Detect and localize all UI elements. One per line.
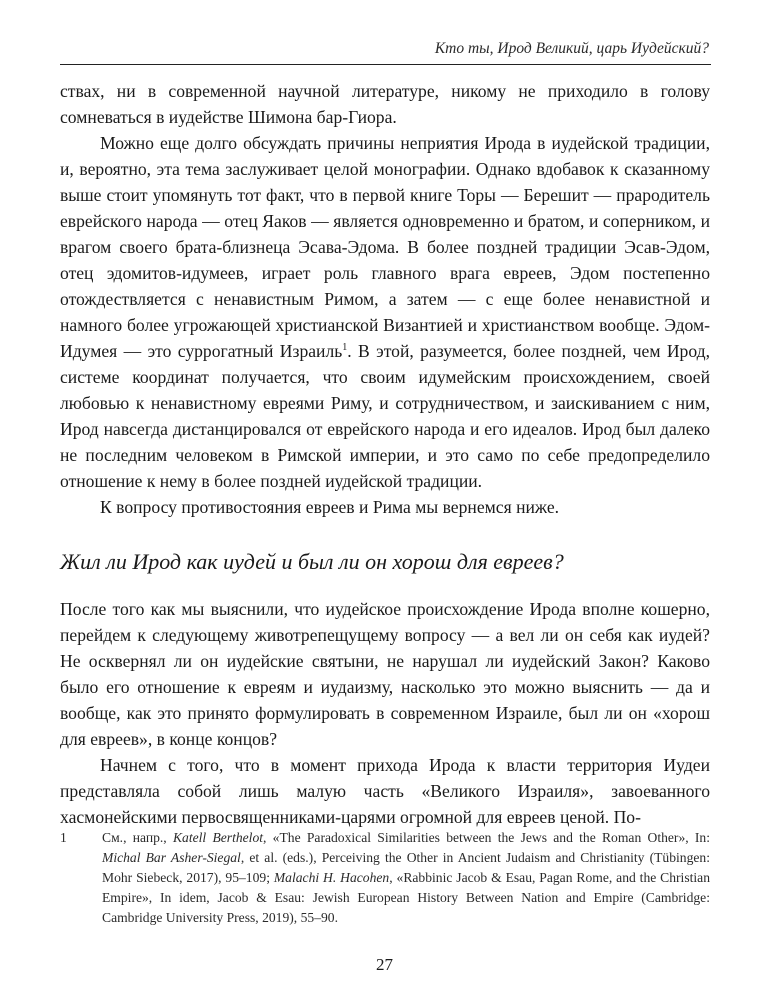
- footnote: [60, 828, 710, 928]
- footnote-text-part: См., напр.,: [102, 830, 173, 845]
- footnote-author: Malachi H. Hacohen: [273, 870, 390, 885]
- paragraph-text: . В этой, разумеется, более поздней, чем Ирод, системе координат получается, что своим идумейским происхождением, своей любовью к ненавистному евреями Риму, и сотрудничеством, и заискиванием с ним, Ирод навсегда дистанцировался от еврейского народа и его идеалов. Ирод был далеко не последним человеком в Римской империи, и это само по себе предопределило отношение к нему в более поздней иудейской традиции.: [60, 341, 710, 491]
- header-rule: [60, 64, 711, 65]
- body-text-section-1: [60, 78, 710, 520]
- body-text-section-2: [60, 596, 710, 830]
- footnote-text-part: , «The Paradoxical Similarities between the Jews and the Roman Other», In:: [263, 830, 710, 845]
- paragraph: ствах, ни в современной научной литературе, никому не приходило в голову сомневаться в иудействе Шимона бар-Гиора.: [60, 81, 710, 127]
- footnote-reference[interactable]: 1: [342, 342, 348, 354]
- footnote-text-part: , «Rabbinic Jacob & Esau, Pagan Rome, and the Christian Empire», In idem, Jacob & Esau: Jewish European History Between Nation and Empire (Cambridge: Cambridge University Press, 2019), 55–90.: [102, 870, 711, 925]
- paragraph: К вопросу противостояния евреев и Рима мы вернемся ниже.: [100, 497, 560, 517]
- footnote-author: Katell Berthelot: [172, 830, 264, 845]
- paragraph: После того как мы выяснили, что иудейское происхождение Ирода вполне кошерно, перейдем к следующему животрепещущему вопросу — а вел ли он себя как иудей? Не осквернял ли он иудейские святыни, не нарушал ли иудейский Закон? Каково было его отношение к евреям и иудаизму, насколько это можно выяснить — да и вообще, как это принято формулировать в современном Израиле, был ли он «хорош для евреев», в конце концов?: [60, 599, 710, 749]
- footnote-author: Michal Bar Asher-Siegal: [102, 850, 241, 865]
- running-head: Кто ты, Ирод Великий, царь Иудейский?: [434, 40, 709, 57]
- paragraph: Начнем с того, что в момент прихода Ирода к власти территория Иудеи представляла собой лишь малую часть «Великого Израиля», завоеванного хасмонейскими первосвященниками-царями огромной для евреев ценой. По-: [60, 755, 710, 827]
- page-number: 27: [376, 955, 393, 974]
- footnote-text: [102, 828, 710, 928]
- paragraph: [60, 130, 710, 494]
- paragraph-text: Можно еще долго обсуждать причины неприятия Ирода в иудейской традиции, и, вероятно, эта тема заслуживает целой монографии. Однако вдобавок к сказанному выше стоит упомянуть тот факт, что в первой книге Торы — Берешит — прародитель еврейского народа — отец Яаков — является одновременно и братом, и соперником, и врагом своего брата-близнеца Эсава-Эдома. В более поздней традиции Эсав-Эдом, отец эдомитов-идумеев, играет роль главного врага евреев, Эдом постепенно отождествляется с ненавистным Римом, а затем — с еще более ненавистной и намного более угрожающей христианской Византией и христианством вообще. Эдом-Идумея — это суррогатный Израиль: [60, 133, 710, 361]
- section-heading: Жил ли Ирод как иудей и был ли он хорош для евреев?: [60, 549, 564, 574]
- footnote-number: 1: [60, 830, 67, 845]
- footnote-text-part: , et al. (eds.), Perceiving the Other in Ancient Judaism and Christianity (Tübingen: Mohr Siebeck, 2017), 95–109;: [102, 850, 710, 885]
